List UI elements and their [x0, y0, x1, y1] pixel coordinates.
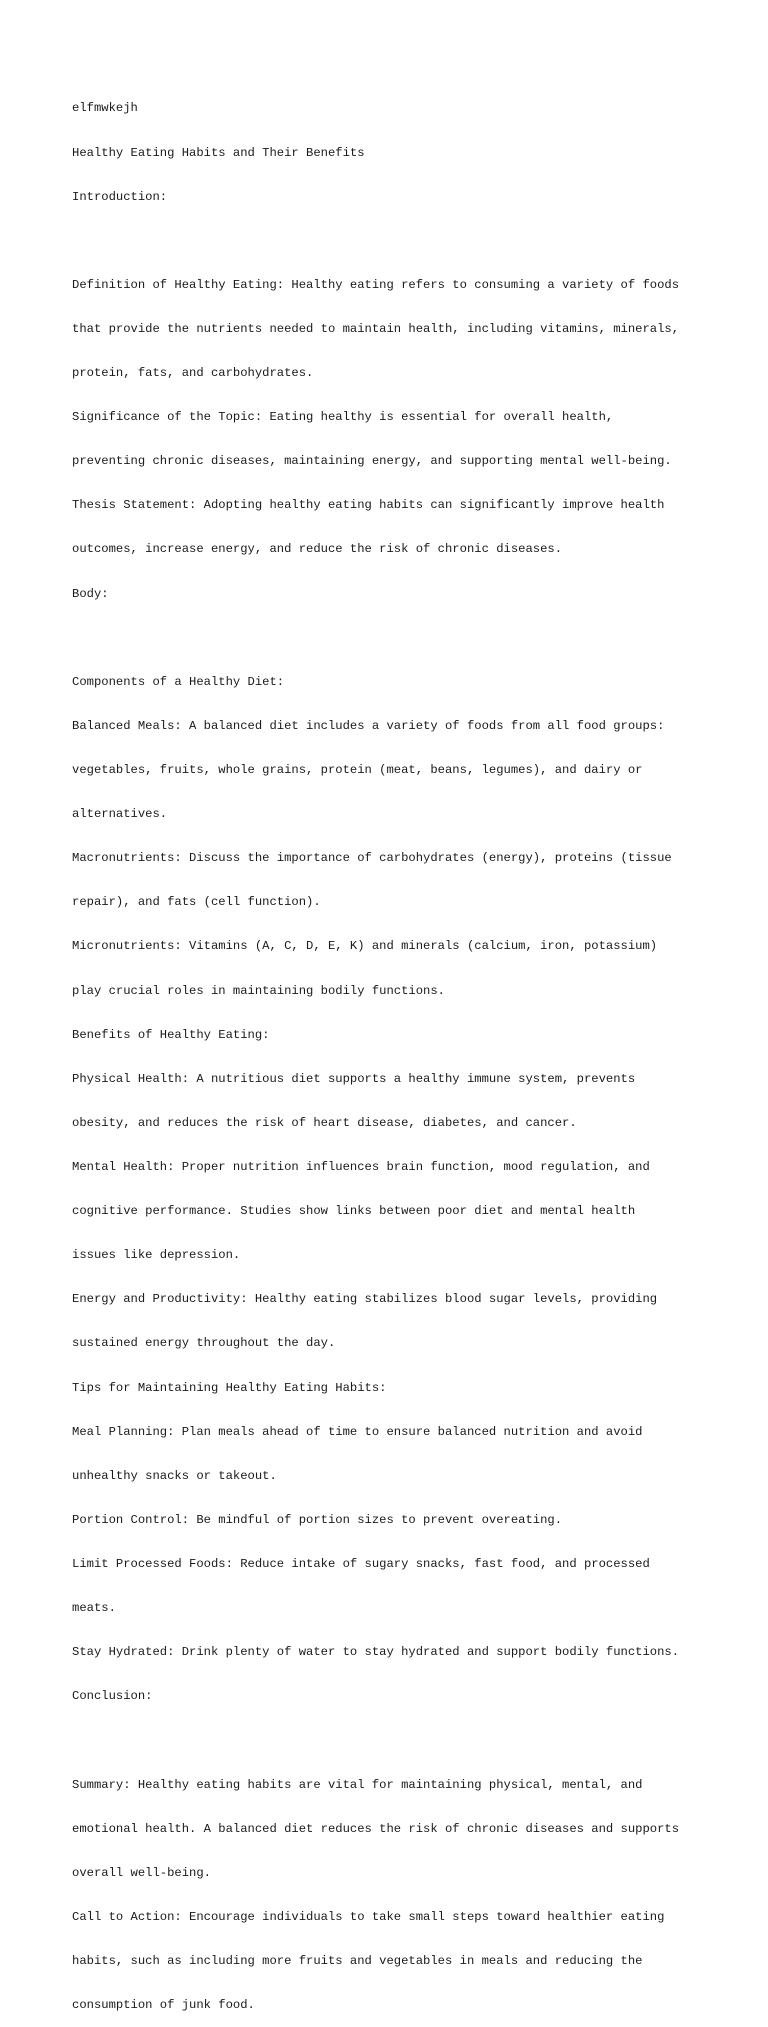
text-line: unhealthy snacks or takeout. [72, 1468, 277, 1483]
text-line: Balanced Meals: A balanced diet includes a variety of foods from all food groups: [72, 718, 665, 733]
text-line: Significance of the Topic: Eating healthy is essential for overall health, [72, 410, 614, 425]
text-line: Physical Health: A nutritious diet supports a healthy immune system, prevents [72, 1071, 636, 1086]
blank-line [72, 234, 712, 249]
text-line: that provide the nutrients needed to maintain health, including vitamins, minerals, [72, 321, 680, 336]
text-line: play crucial roles in maintaining bodily functions. [72, 983, 445, 998]
text-line: alternatives. [72, 807, 168, 822]
text-line: vegetables, fruits, whole grains, protein (meat, beans, legumes), and dairy or [72, 763, 643, 778]
text-line: habits, such as including more fruits and vegetables in meals and reducing the [72, 1953, 643, 1968]
text-line: consumption of junk food. [72, 1998, 255, 2013]
doc-title: Healthy Eating Habits and Their Benefits [72, 145, 365, 160]
text-line: issues like depression. [72, 1248, 241, 1263]
text-line: Micronutrients: Vitamins (A, C, D, E, K) and minerals (calcium, iron, potassium) [72, 939, 658, 954]
text-line: Summary: Healthy eating habits are vital for maintaining physical, mental, and [72, 1777, 643, 1792]
subheading-components: Components of a Healthy Diet: [72, 674, 285, 689]
section-heading-introduction: Introduction: [72, 189, 168, 204]
text-line: Thesis Statement: Adopting healthy eating habits can significantly improve health [72, 498, 665, 513]
text-line: meats. [72, 1601, 116, 1616]
text-line: Definition of Healthy Eating: Healthy eating refers to consuming a variety of foods [72, 277, 680, 292]
text-line: emotional health. A balanced diet reduces the risk of chronic diseases and supports [72, 1821, 680, 1836]
text-line: Mental Health: Proper nutrition influences brain function, mood regulation, and [72, 1160, 650, 1174]
subheading-benefits: Benefits of Healthy Eating: [72, 1027, 270, 1042]
text-line: Limit Processed Foods: Reduce intake of sugary snacks, fast food, and processed [72, 1556, 650, 1571]
doc-id-line: elfmwkejh [72, 101, 138, 116]
text-line: Stay Hydrated: Drink plenty of water to stay hydrated and support bodily functions. [72, 1645, 680, 1660]
document-page [72, 72, 712, 2027]
text-line: obesity, and reduces the risk of heart disease, diabetes, and cancer. [72, 1115, 577, 1130]
text-line: Energy and Productivity: Healthy eating stabilizes blood sugar levels, providing [72, 1292, 658, 1307]
text-line: cognitive performance. Studies show links between poor diet and mental health [72, 1204, 636, 1219]
text-line: outcomes, increase energy, and reduce the risk of chronic diseases. [72, 542, 563, 557]
text-line: Meal Planning: Plan meals ahead of time to ensure balanced nutrition and avoid [72, 1424, 643, 1439]
section-heading-conclusion: Conclusion: [72, 1689, 153, 1704]
blank-line [72, 1733, 712, 1748]
subheading-tips: Tips for Maintaining Healthy Eating Habits: [72, 1380, 387, 1395]
text-line: sustained energy throughout the day. [72, 1336, 336, 1351]
text-line: Macronutrients: Discuss the importance of carbohydrates (energy), proteins (tissue [72, 851, 672, 866]
blank-line [72, 631, 712, 646]
text-line: overall well-being. [72, 1865, 211, 1880]
text-line: Call to Action: Encourage individuals to take small steps toward healthier eating [72, 1909, 665, 1924]
section-heading-body: Body: [72, 586, 109, 601]
text-line: preventing chronic diseases, maintaining energy, and supporting mental well-being. [72, 454, 672, 469]
text-line: protein, fats, and carbohydrates. [72, 366, 314, 381]
text-line: Portion Control: Be mindful of portion sizes to prevent overeating. [72, 1512, 563, 1527]
text-line: repair), and fats (cell function). [72, 895, 321, 910]
